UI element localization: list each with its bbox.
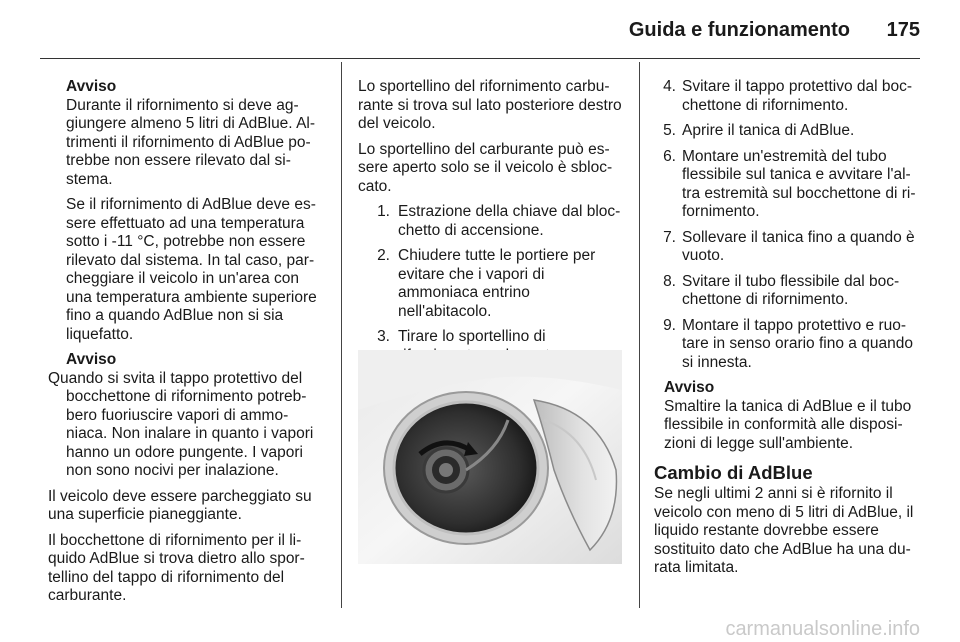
- list-item: [654, 229, 920, 266]
- watermark: carmanualsonline.info: [725, 618, 920, 640]
- step-number: 8.: [663, 272, 676, 290]
- step-text: Sollevare il tanica fino a quando è vuoto.: [682, 228, 915, 264]
- step-number: 4.: [663, 78, 676, 95]
- step-number: 6.: [663, 147, 676, 165]
- step-number: 2.: [377, 247, 390, 264]
- section-heading: Cambio di AdBlue: [654, 462, 813, 483]
- body-paragraph: Lo sportellino del carburante può essere aperto solo se il veicolo è sbloccato.: [358, 140, 613, 195]
- note-refuel-minimum: [48, 78, 324, 344]
- list-item: [654, 148, 920, 222]
- body-paragraph: Il veicolo deve essere parcheggiato su una superficie pianeggiante.: [48, 487, 312, 523]
- column-1: [48, 78, 324, 613]
- column-3: [654, 78, 920, 585]
- note-disposal: [654, 379, 920, 453]
- note-ammonia-vapors: [48, 351, 324, 481]
- list-item: [654, 317, 920, 373]
- note-paragraph: Se il rifornimento di AdBlue deve essere effettuato ad una temperatura sotto i -11 °C, potrebbe non essere rilevato dal sistema. In tal caso, parcheggiare il veicolo in un'area con una temperatura ambiente superiore fino a quando AdBlue non si sia liquefatto.: [66, 196, 317, 343]
- fuel-flap-photo: [358, 350, 622, 564]
- header-rule: [40, 58, 920, 59]
- step-number: 3.: [377, 328, 390, 345]
- note-title: Avviso: [66, 78, 117, 95]
- step-text: Estrazione della chiave dal blocchetto di accensione.: [398, 203, 621, 239]
- column-divider-2: [639, 62, 640, 608]
- list-item: [654, 78, 920, 115]
- body-paragraph: Il bocchettone di rifornimento per il liquido AdBlue si trova dietro allo sportellino del tappo di rifornimento del carburante.: [48, 531, 305, 604]
- running-header-title: Guida e funzionamento: [628, 19, 850, 41]
- list-item: [654, 122, 920, 141]
- steps-list-continued: [654, 78, 920, 372]
- note-paragraph: Smaltire la tanica di AdBlue e il tubo flessibile in conformità alle disposizioni di legge sull'ambiente.: [664, 397, 912, 452]
- page-number: 175: [886, 19, 920, 41]
- step-number: 9.: [663, 316, 676, 334]
- step-text: Montare un'estremità del tubo flessibile sul tanica e avvitare l'altra estremità sul bocchettone di rifornimento.: [682, 147, 916, 220]
- step-text: Tirare lo sportellino di: [398, 328, 546, 345]
- step-text: Chiudere tutte le portiere per evitare che i vapori di ammoniaca entrino nell'abitacolo.: [398, 247, 596, 320]
- list-item: [654, 273, 920, 310]
- list-item: [358, 247, 622, 321]
- step-number: 7.: [663, 228, 676, 246]
- note-title: Avviso: [664, 379, 715, 396]
- note-paragraph: Quando si svita il tappo protettivo del bocchettone di rifornimento potrebbero fuoriuscire vapori di ammoniaca. Non inalare in quanto i vapori hanno un odore pungente. I vapori non sono nocivi per inalazione.: [48, 369, 314, 479]
- list-item: [358, 203, 622, 240]
- step-number: 1.: [377, 203, 390, 220]
- step-text: Svitare il tubo flessibile dal bocchettone di rifornimento.: [682, 272, 900, 308]
- note-paragraph: Durante il rifornimento si deve aggiungere almeno 5 litri di AdBlue. Altrimenti il rifornimento di AdBlue potrebbe non essere rilevato dal sistema.: [66, 96, 316, 188]
- body-paragraph: Lo sportellino del rifornimento carburante si trova sul lato posteriore destro del veicolo.: [358, 78, 622, 132]
- note-title: Avviso: [66, 351, 117, 368]
- step-text: Aprire il tanica di AdBlue.: [682, 122, 855, 139]
- body-paragraph: Se negli ultimi 2 anni si è rifornito il veicolo con meno di 5 litri di AdBlue, il liquido restante dovrebbe essere sostituito dato che AdBlue ha una durata limitata.: [654, 485, 914, 576]
- step-number: 5.: [663, 122, 676, 139]
- column-divider-1: [341, 62, 342, 608]
- step-text: Montare il tappo protettivo e ruotare in senso orario fino a quando si innesta.: [682, 316, 913, 371]
- step-text: Svitare il tappo protettivo dal bocchettone di rifornimento.: [682, 78, 913, 114]
